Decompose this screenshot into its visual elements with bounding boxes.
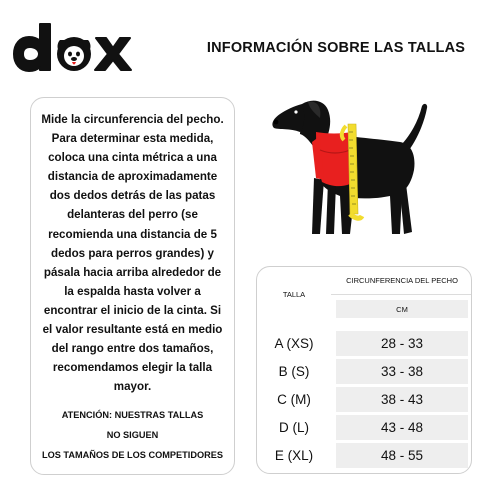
instruction-line: el valor resultante está en medio <box>42 323 223 337</box>
header-size: TALLA <box>282 290 306 299</box>
dox-logo <box>10 18 140 78</box>
size-cell: C (M) <box>277 392 311 407</box>
warning-line-3: LOS TAMAÑOS DE LOS COMPETIDORES <box>41 450 224 461</box>
instructions-text <box>39 110 226 396</box>
table-row <box>257 358 472 385</box>
table-row <box>257 386 472 413</box>
instruction-line: pásala hacia arriba alrededor de <box>43 265 222 279</box>
size-cell: D (L) <box>279 420 309 435</box>
instruction-line: dedos para perros grandes) y <box>50 246 214 260</box>
page-title: INFORMACIÓN SOBRE LAS TALLAS <box>206 40 466 56</box>
warning-line-1: ATENCIÓN: NUESTRAS TALLAS <box>61 410 204 421</box>
table-row <box>257 442 472 469</box>
chest-cell: 43 - 48 <box>336 415 468 440</box>
header-unit: CM <box>336 300 468 318</box>
dog-with-harness-image <box>250 84 440 249</box>
instruction-line: Para determinar esta medida, <box>51 132 214 146</box>
size-cell: A (XS) <box>274 336 314 351</box>
instruction-line: la espalda hasta volver a <box>64 284 201 298</box>
instruction-line: coloca una cinta métrica a una <box>48 151 217 165</box>
chest-cell: 48 - 55 <box>336 443 468 468</box>
instruction-line: mayor. <box>113 380 152 394</box>
instruction-line: encontrar el inicio de la cinta. Si <box>43 303 222 317</box>
instruction-line: del rango entre dos tamaños, <box>51 342 214 356</box>
chest-cell: 33 - 38 <box>336 359 468 384</box>
instruction-line: Mide la circunferencia del pecho. <box>41 113 224 126</box>
instruction-line: dos dedos detrás de las patas <box>49 189 216 203</box>
header-chest-circumference: CIRCUNFERENCIA DEL PECHO <box>331 267 472 295</box>
instruction-line: recomienda una distancia de 5 <box>48 227 217 241</box>
warning-line-2: NO SIGUEN <box>106 430 159 441</box>
chest-cell: 38 - 43 <box>336 387 468 412</box>
size-table <box>256 266 472 474</box>
size-warning <box>39 408 226 462</box>
dox-logo-graphic <box>10 18 140 78</box>
instructions-panel <box>30 97 235 475</box>
instruction-line: distancia de aproximadamente <box>47 170 218 184</box>
chest-cell: 28 - 33 <box>336 331 468 356</box>
size-rows <box>257 330 472 470</box>
table-row <box>257 330 472 357</box>
instruction-line: delanteras del perro (se <box>67 208 198 222</box>
dog-harness-illustration <box>250 84 440 249</box>
size-cell: E (XL) <box>274 448 314 463</box>
instruction-line: recomendamos elegir la talla <box>52 361 213 375</box>
size-cell: B (S) <box>278 364 310 379</box>
table-row <box>257 414 472 441</box>
